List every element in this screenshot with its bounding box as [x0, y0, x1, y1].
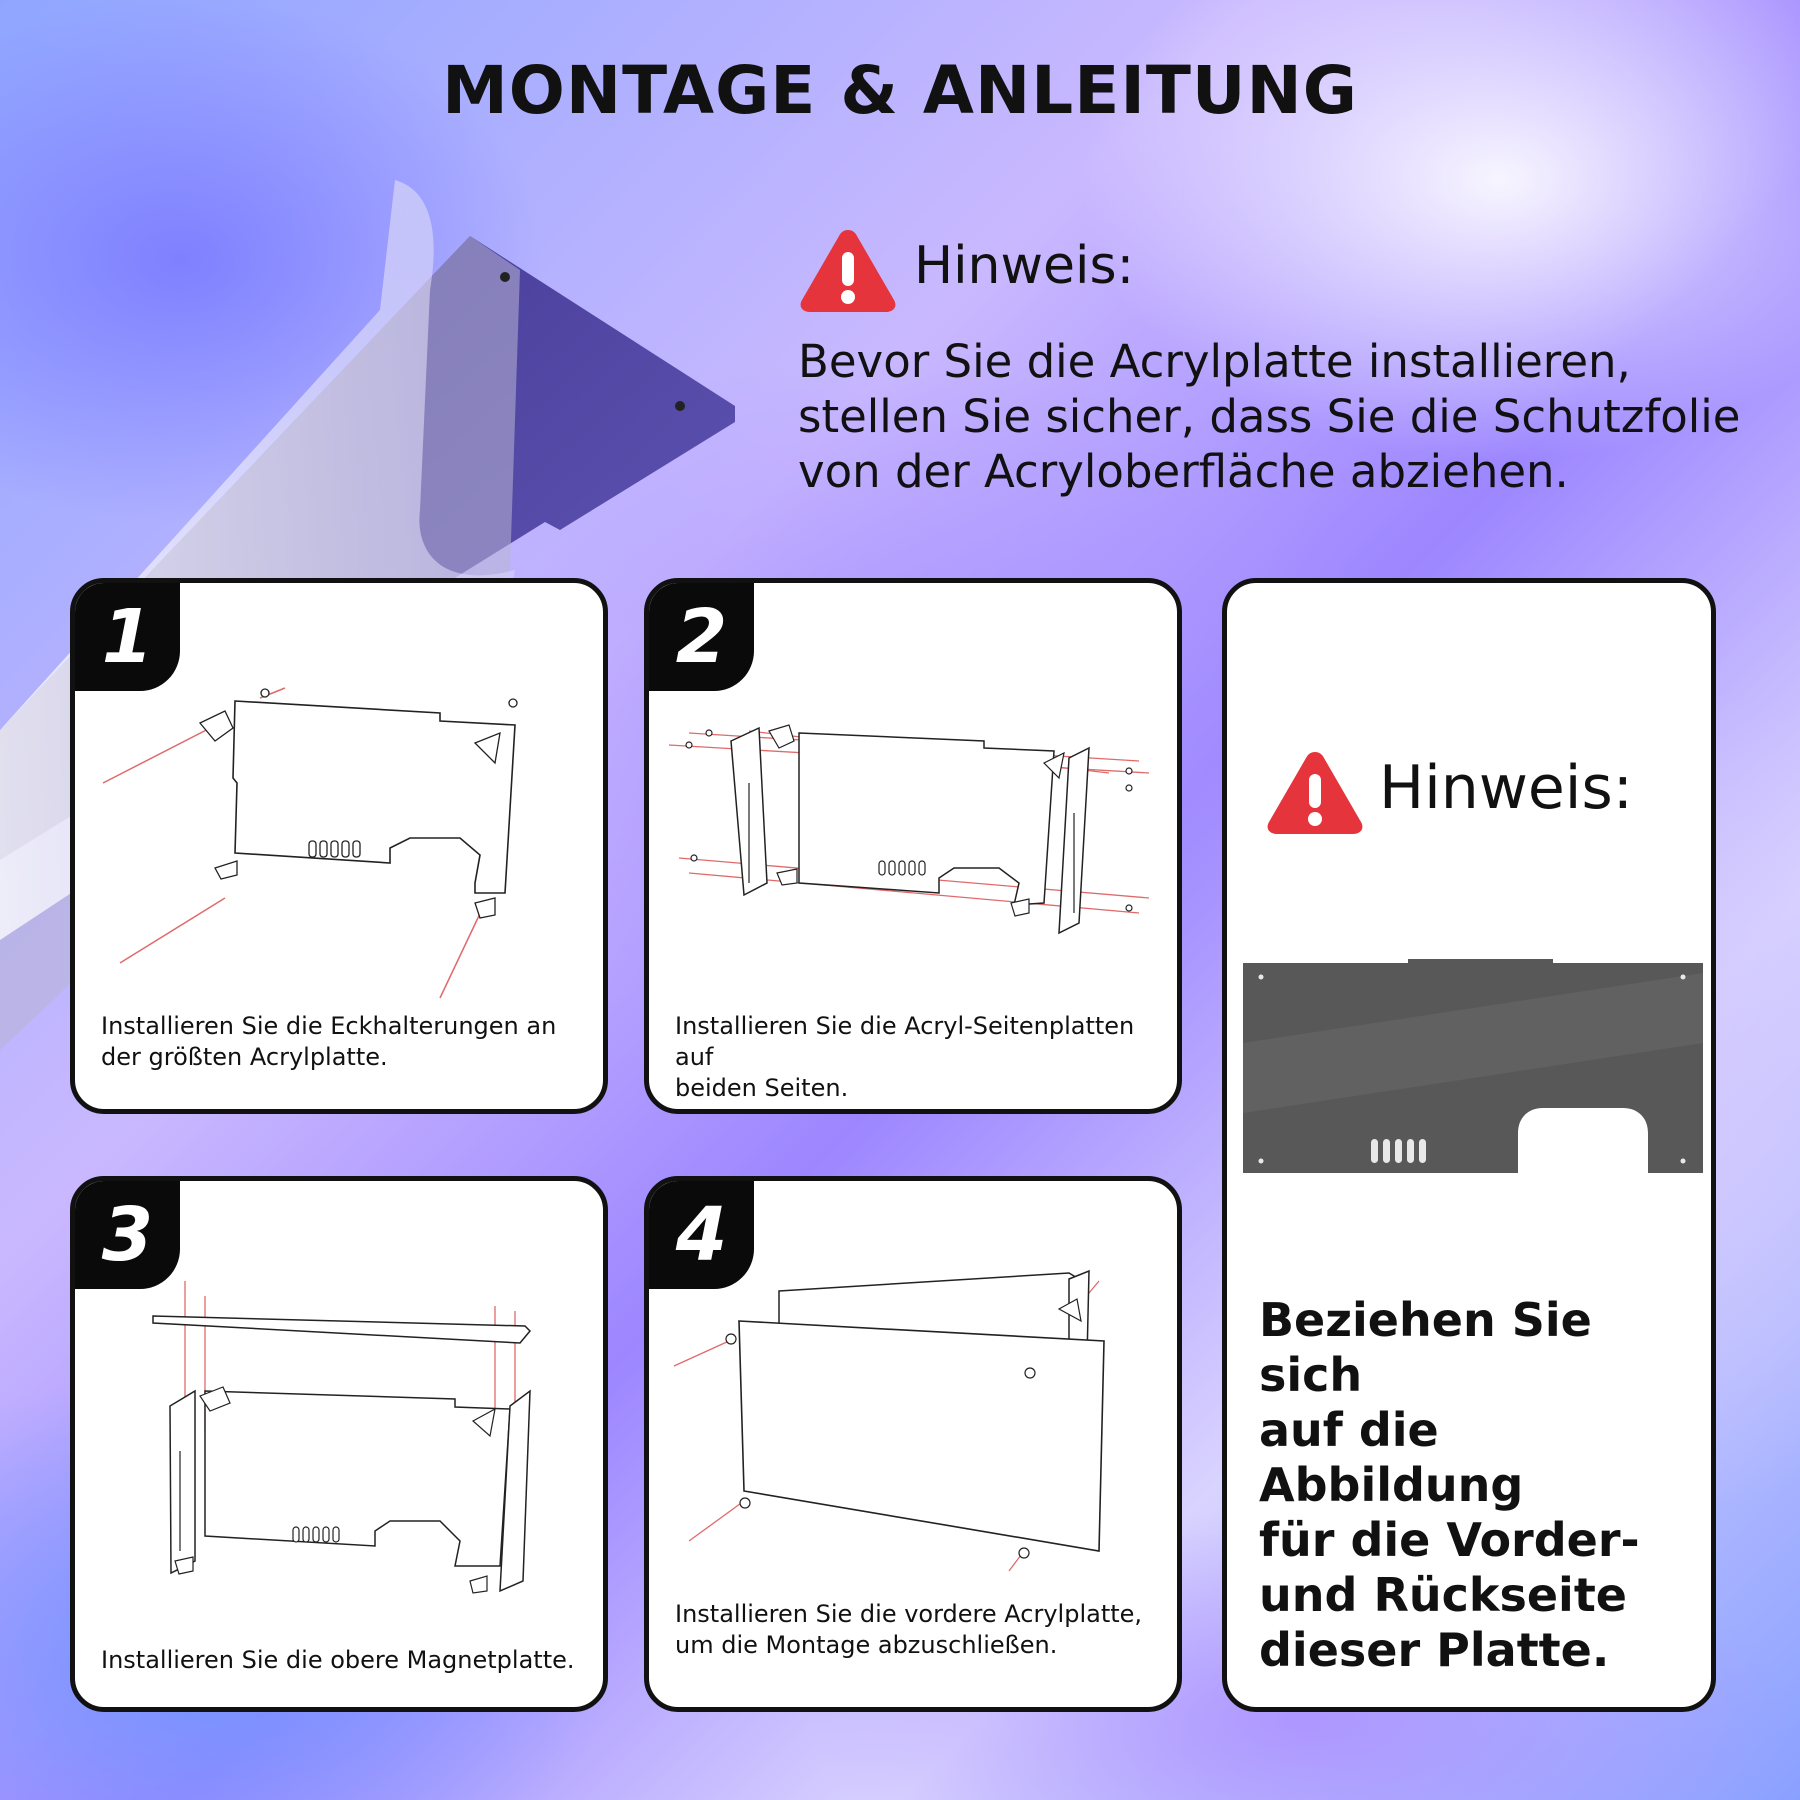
notice-heading: Hinweis:: [914, 236, 1135, 296]
step-card-4: [644, 1176, 1182, 1712]
page-title: MONTAGE & ANLEITUNG: [442, 52, 1358, 129]
side-notice-card: [1222, 578, 1716, 1712]
step-card-2: [644, 578, 1182, 1114]
step-2-diagram: [649, 583, 1177, 1003]
step-card-1: [70, 578, 608, 1114]
side-notice-line: Beziehen Sie sich: [1259, 1293, 1592, 1402]
warning-icon: [798, 226, 898, 314]
step-1-diagram: [75, 583, 603, 1003]
step-4-diagram: [649, 1181, 1177, 1581]
notice-line: Bevor Sie die Acrylplatte installieren,: [798, 335, 1631, 388]
step-3-diagram: [75, 1181, 603, 1621]
step-card-3: [70, 1176, 608, 1712]
step-caption-line: Installieren Sie die Acryl-Seitenplatten auf: [675, 1012, 1135, 1071]
step-number: 2: [649, 583, 754, 691]
side-notice-line: für die Vorder-: [1259, 1513, 1640, 1567]
step-caption-line: beiden Seiten.: [675, 1074, 849, 1102]
side-notice-line: auf die Abbildung: [1259, 1403, 1524, 1512]
step-caption-line: Installieren Sie die Eckhalterungen an: [101, 1012, 557, 1040]
step-caption: [101, 1011, 583, 1073]
notice-line: stellen Sie sicher, dass Sie die Schutzfolie: [798, 390, 1741, 443]
step-caption-line: Installieren Sie die vordere Acrylplatte,: [675, 1600, 1143, 1628]
warning-icon: [1265, 748, 1365, 836]
step-caption: [675, 1599, 1157, 1661]
step-caption: [101, 1645, 583, 1676]
side-notice-heading: Hinweis:: [1379, 753, 1633, 823]
side-notice-line: und Rückseite: [1259, 1568, 1627, 1622]
step-caption-line: der größten Acrylplatte.: [101, 1043, 388, 1071]
step-caption-line: um die Montage abzuschließen.: [675, 1631, 1058, 1659]
step-number: 1: [75, 583, 180, 691]
step-number: 4: [649, 1181, 754, 1289]
side-notice-line: dieser Platte.: [1259, 1623, 1610, 1677]
step-caption-line: Installieren Sie die obere Magnetplatte.: [101, 1646, 575, 1674]
side-notice-text: [1259, 1293, 1709, 1678]
step-caption: [675, 1011, 1157, 1104]
notice-text: [798, 334, 1798, 499]
gray-acrylic-panel: [1243, 953, 1703, 1193]
notice-line: von der Acryloberfläche abziehen.: [798, 445, 1569, 498]
step-number: 3: [75, 1181, 180, 1289]
